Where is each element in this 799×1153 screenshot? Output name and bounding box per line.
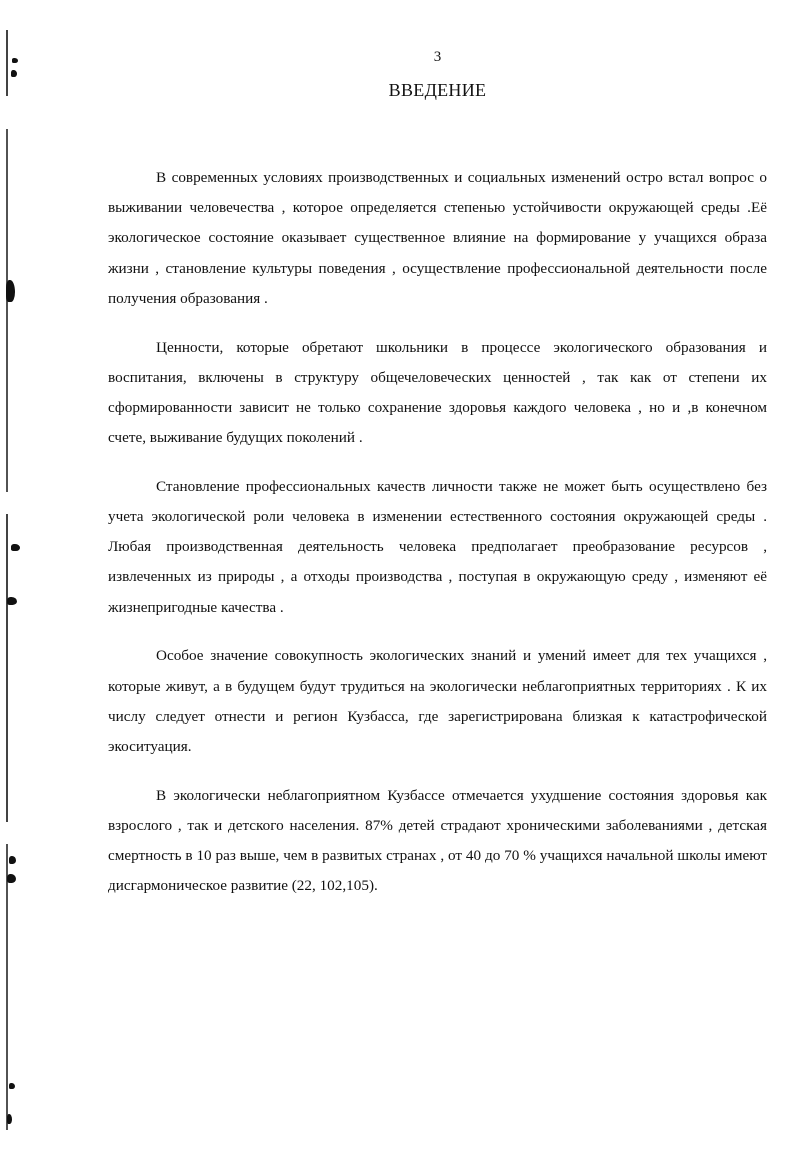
scan-speck [11,70,17,77]
paragraph: Ценности, которые обретают школьники в процессе экологического образования и воспитания, включены в структуру общечеловеческих ценностей , так как от степени их сформированности зависит не только сохранение здоровья каждого человека , но и ,в конечном счете, выживание будущих поколений . [108,338,767,447]
scan-speck [9,856,16,864]
scan-speck [7,874,16,883]
paragraph: Становление профессиональных качеств личности также не может быть осуществлено без учета экологической роли человека в изменении естественного состояния окружающей среды . Любая производственная деятельность человека предполагает преобразование ресурсов , извлеченных из природы , а отходы производства , поступая в окружающую среду , изменяют её жизнепригодные качества . [108,477,767,616]
paragraph: В экологически неблагоприятном Кузбассе отмечается ухудшение состояния здоровья как взрослого , так и детского населения. 87% детей страдают хроническими заболеваниями , детская смертность в 10 раз выше, чем в развитых странах , от 40 до 70 % учащихся начальной школы имеют дисгармоническое развитие (22, 102,105). [108,786,767,895]
scan-margin-line [6,30,8,1130]
page-title: ВВЕДЕНИЕ [388,80,487,100]
paragraph: Особое значение совокупность экологических знаний и умений имеет для тех учащихся , которые живут, а в будущем будут трудиться на экологически неблагоприятных территориях . К их числу следует отнести и регион Кузбасса, где зарегистрирована близкая к катастрофической экоситуация. [108,647,767,755]
page-number: 3 [433,49,442,65]
scan-speck [9,1083,15,1089]
scan-speck [7,1114,12,1124]
scan-speck [11,544,20,551]
body-text [108,163,767,920]
scan-speck [7,597,17,605]
paragraph: В современных условиях производственных и социальных изменений остро встал вопрос о выживании человечества , которое определяется степенью устойчивости окружающей среды .Её экологическое состояние оказывает существенное влияние на формирование у учащихся образа жизни , становление культуры поведения , осуществление профессиональной деятельности после получения образования . [108,169,767,307]
scan-speck [6,280,15,302]
